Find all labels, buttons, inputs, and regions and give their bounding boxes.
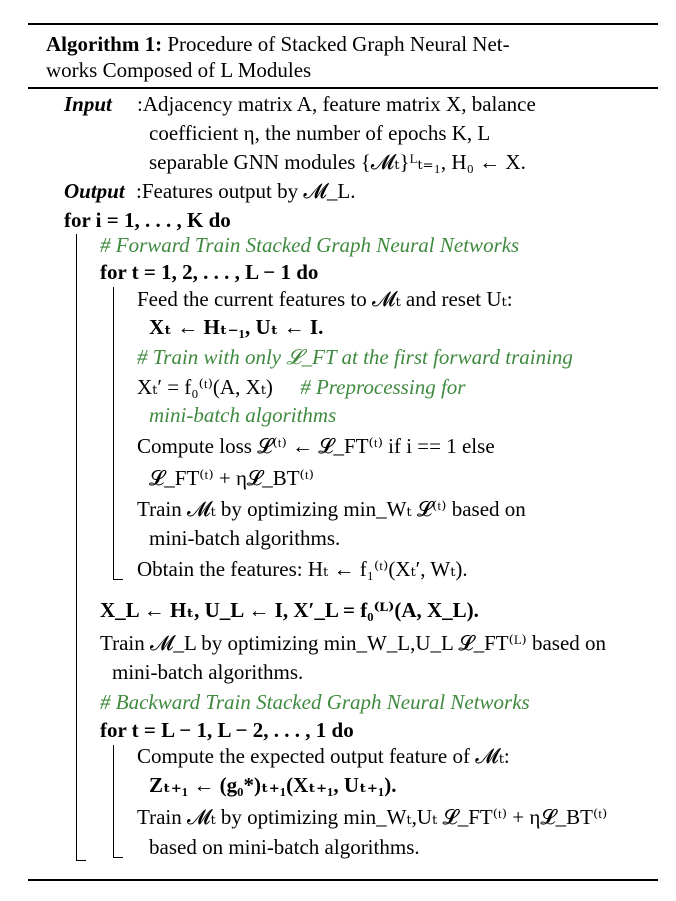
comment-forward: # Forward Train Stacked Graph Neural Networks: [100, 233, 520, 257]
comment-train-ft: # Train with only 𝓛_FT at the first forward training: [137, 345, 573, 369]
for-outer: for i = 1, . . . , K do: [64, 208, 231, 232]
top-rule: [28, 23, 658, 25]
comment-preprocess-cont: mini-batch algorithms: [149, 403, 337, 427]
output-line: :Features output by 𝓜_L.: [136, 179, 356, 203]
input-line-1: :Adjacency matrix A, feature matrix X, balance: [137, 92, 536, 116]
algorithm-title-line1: [46, 31, 510, 57]
outer-loop-end: [76, 860, 86, 861]
train-l-line-2: mini-batch algorithms.: [112, 660, 304, 684]
backward-loop-bar: [113, 745, 114, 857]
title-rule: [28, 87, 658, 89]
outer-loop-bar: [76, 234, 77, 860]
input-line-2: coefficient η, the number of epochs K, L: [149, 121, 491, 145]
for-backward: for t = L − 1, L − 2, . . . , 1 do: [100, 718, 354, 742]
expected-line: Compute the expected output feature of 𝓜ₜ:: [137, 744, 510, 768]
output-label: Output: [64, 179, 125, 203]
xl-line: X_L ← Hₜ, U_L ← I, X′_L = f₀⁽ᴸ⁾(A, X_L).: [100, 598, 479, 622]
forward-loop-end: [113, 579, 123, 580]
loss-line-2: 𝓛_FT⁽ᵗ⁾ + η𝓛_BT⁽ᵗ⁾: [149, 466, 314, 490]
preprocess-line: [137, 374, 465, 400]
train-b-line-2: based on mini-batch algorithms.: [149, 835, 420, 859]
train-t-line-1: Train 𝓜ₜ by optimizing min_Wₜ 𝓛⁽ᵗ⁾ based on: [137, 497, 526, 521]
input-label: Input: [64, 92, 112, 116]
comment-preprocess: # Preprocessing for: [300, 375, 466, 399]
algorithm-title-line2: works Composed of L Modules: [46, 58, 312, 82]
obtain-line: Obtain the features: Hₜ ← f₁⁽ᵗ⁾(Xₜ′, Wₜ).: [137, 557, 468, 581]
assign-line: Xₜ ← Hₜ₋₁, Uₜ ← I.: [149, 315, 324, 339]
feed-line: Feed the current features to 𝓜ₜ and reset Uₜ:: [137, 287, 513, 311]
bottom-rule: [28, 879, 658, 881]
algorithm-title: Procedure of Stacked Graph Neural Net-: [167, 32, 510, 56]
algorithm-label: Algorithm 1:: [46, 32, 163, 56]
train-b-line-1: Train 𝓜ₜ by optimizing min_Wₜ,Uₜ 𝓛_FT⁽ᵗ⁾ + η𝓛_BT⁽ᵗ⁾: [137, 805, 608, 829]
train-t-line-2: mini-batch algorithms.: [149, 526, 341, 550]
input-line-3: separable GNN modules {𝓜ₜ}ᴸₜ₌₁, H₀ ← X.: [149, 150, 526, 174]
comment-backward: # Backward Train Stacked Graph Neural Networks: [100, 690, 530, 714]
loss-line-1: Compute loss 𝓛⁽ᵗ⁾ ← 𝓛_FT⁽ᵗ⁾ if i == 1 else: [137, 434, 495, 458]
for-forward: for t = 1, 2, . . . , L − 1 do: [100, 260, 319, 284]
forward-loop-bar: [113, 287, 114, 579]
z-line: Zₜ₊₁ ← (g₀*)ₜ₊₁(Xₜ₊₁, Uₜ₊₁).: [149, 773, 397, 797]
backward-loop-end: [113, 857, 123, 858]
preprocess-equation: Xₜ′ = f₀⁽ᵗ⁾(A, Xₜ): [137, 375, 273, 399]
train-l-line-1: Train 𝓜_L by optimizing min_W_L,U_L 𝓛_FT⁽ᴸ⁾ based on: [100, 631, 607, 655]
